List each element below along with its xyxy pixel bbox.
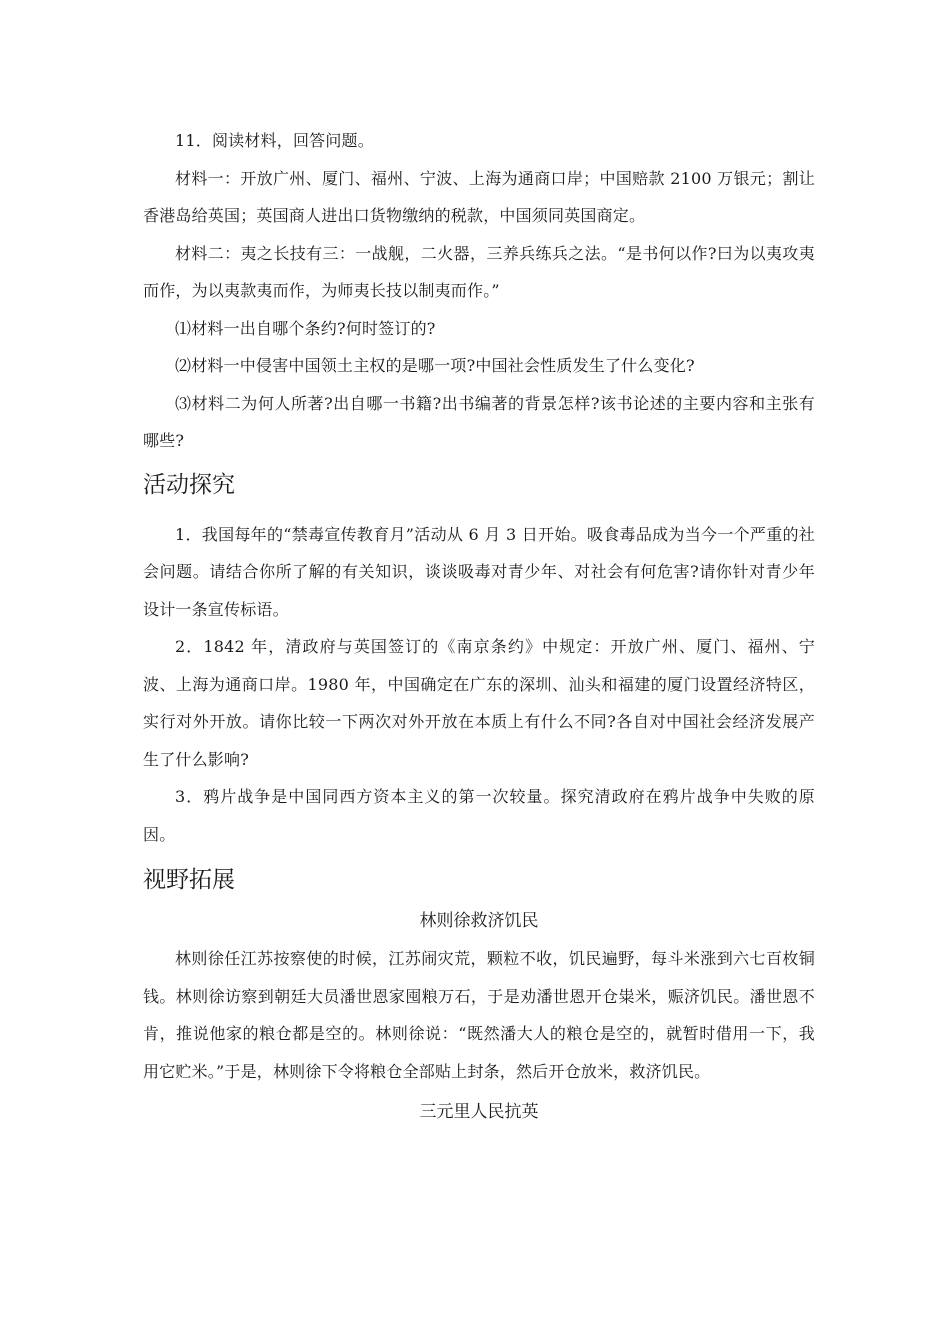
story-body-lin-zexu: 林则徐任江苏按察使的时候，江苏闹灾荒，颗粒不收，饥民遍野，每斗米涨到六七百枚铜钱。林则徐访察到朝廷大员潘世恩家囤粮万石，于是劝潘世恩开仓粜米，赈济饥民。潘世恩不肯，推说他家的粮仓都是空的。林则徐说：“既然潘大人的粮仓是空的，就暂时借用一下，我用它贮米。”于是，林则徐下令将粮仓全部贴上封条，然后开仓放米，救济饥民。 bbox=[143, 949, 815, 1081]
sub-question-2: ⑵材料一中侵害中国领土主权的是哪一项?中国社会性质发生了什么变化? bbox=[175, 356, 695, 375]
activity-item-2: 2．1842 年，清政府与英国签订的《南京条约》中规定：开放广州、厦门、福州、宁波、上海为通商口岸。1980 年，中国确定在广东的深圳、汕头和福建的厦门设置经济特区，实行对外开放。请你比较一下两次对外开放在本质上有什么不同?各自对中国社会经济发展产生了什么影响? bbox=[143, 637, 815, 769]
section-heading-vision: 视野拓展 bbox=[143, 867, 235, 893]
sub-question-3: ⑶材料二为何人所著?出自哪一书籍?出书编著的背景怎样?该书论述的主要内容和主张有哪些? bbox=[143, 393, 815, 450]
page-content bbox=[143, 122, 815, 1131]
story-title-sanyuanli: 三元里人民抗英 bbox=[419, 1102, 539, 1122]
activity-item-3: 3．鸦片战争是中国同西方资本主义的第一次较量。探究清政府在鸦片战争中失败的原因。 bbox=[143, 787, 815, 844]
material-two: 材料二：夷之长技有三：一战舰，二火器，三养兵练兵之法。“是书何以作?曰为以夷攻夷而作，为以夷款夷而作，为师夷长技以制夷而作。” bbox=[143, 243, 815, 300]
activity-item-1: 1．我国每年的“禁毒宣传教育月”活动从 6 月 3 日开始。吸食毒品成为当今一个严重的社会问题。请结合你所了解的有关知识，谈谈吸毒对青少年、对社会有何危害?请你针对青少年设计一条宣传标语。 bbox=[143, 524, 815, 619]
sub-question-1: ⑴材料一出自哪个条约?何时签订的? bbox=[175, 318, 436, 338]
material-one: 材料一：开放广州、厦门、福州、宁波、上海为通商口岸；中国赔款 2100 万银元；割让香港岛给英国；英国商人进出口货物缴纳的税款，中国须同英国商定。 bbox=[143, 168, 815, 225]
story-title-lin-zexu: 林则徐救济饥民 bbox=[419, 911, 539, 931]
section-heading-activity: 活动探究 bbox=[143, 471, 235, 498]
question-11-intro: 11．阅读材料，回答问题。 bbox=[175, 131, 374, 150]
